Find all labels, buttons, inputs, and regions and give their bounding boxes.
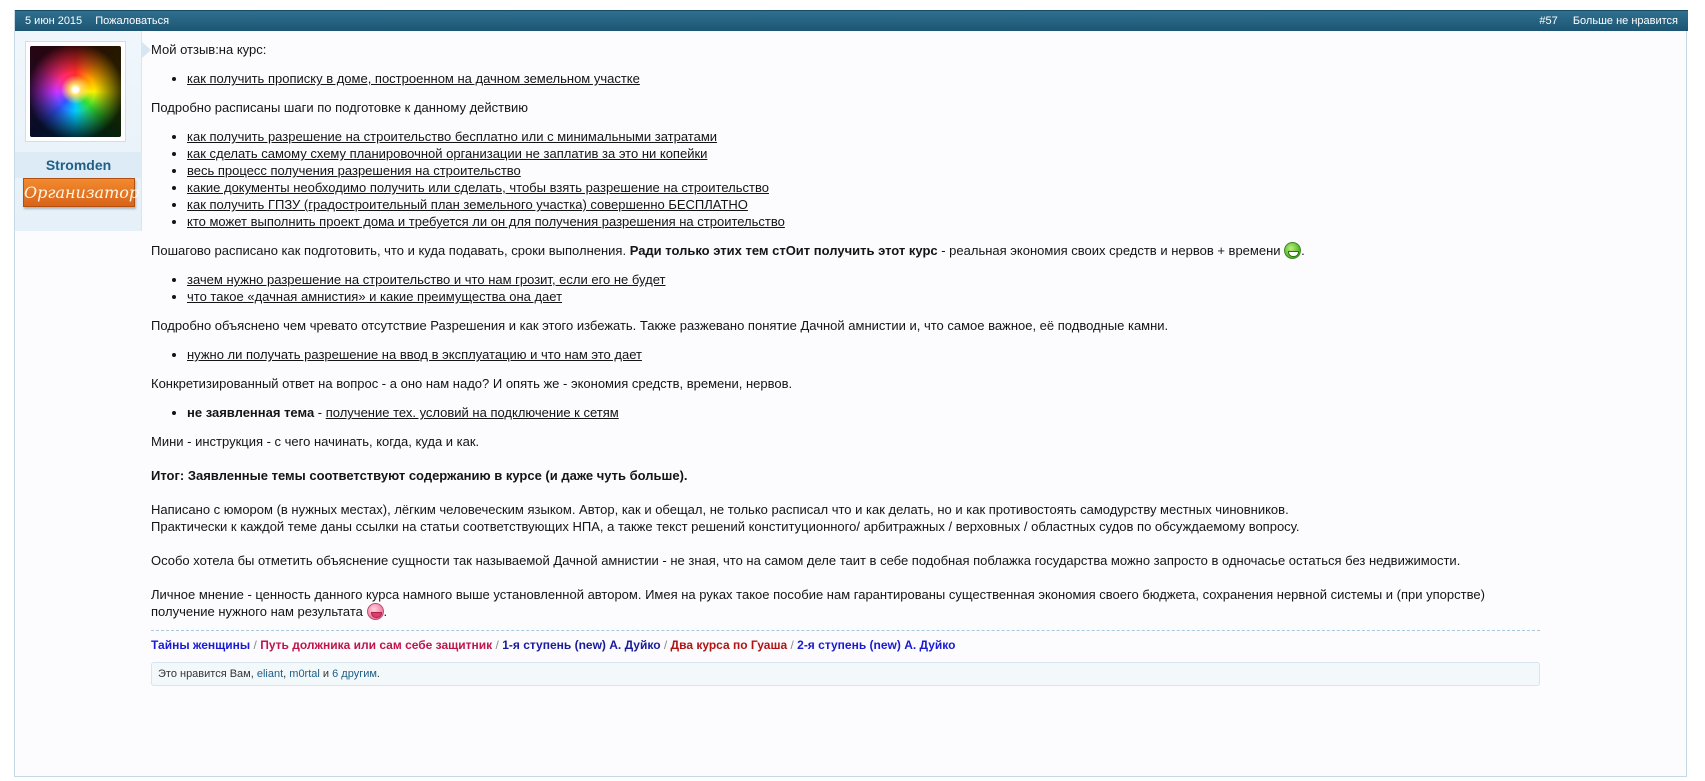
topic-link[interactable]: что такое «дачная амнистия» и какие преимущества она дает — [187, 289, 563, 304]
list-item — [187, 70, 1541, 87]
topic-list-4 — [187, 346, 1541, 363]
intro-text: Мой отзыв:на курс: — [151, 42, 267, 57]
bold-text: Итог — [151, 468, 180, 483]
concrete-text: Конкретизированный ответ на вопрос - а оно нам надо? И опять же - экономия средств, времени, нервов. — [151, 376, 793, 391]
text-span: - — [314, 405, 326, 420]
topic-link[interactable]: весь процесс получения разрешения на строительство — [187, 163, 521, 178]
report-link[interactable]: Пожаловаться — [95, 15, 170, 27]
signature-separator: / — [250, 638, 261, 652]
signature-link[interactable]: Два курса по Гуаша — [670, 638, 788, 652]
text-span: . — [376, 668, 380, 680]
topic-link[interactable]: зачем нужно разрешение на строительство и что нам грозит, если его не будет — [187, 272, 666, 287]
user-info-panel — [15, 31, 142, 231]
text-span: и — [319, 668, 333, 680]
list-item — [187, 196, 1541, 213]
text-span: . — [1301, 243, 1305, 258]
list-item — [187, 179, 1541, 196]
explained-text: Подробно объяснено чем чревато отсутствие Разрешения и как этого избежать. Также разжевано понятие Дачной амнистии и, что самое важное, её подводные камни. — [151, 318, 1169, 333]
humor-text — [151, 501, 1541, 535]
liker-link[interactable]: eliant — [256, 668, 284, 680]
list-item — [187, 128, 1541, 145]
signature-divider — [151, 630, 1540, 631]
bold-text: Ради только этих тем стОит получить этот курс — [629, 243, 938, 258]
text-span: Практически к каждой теме даны ссылки на статьи соответствующих НПА, а также текст решений конституционного/ арбитражных / верховных / областных судов по обсуждаемому вопросу. — [151, 519, 1300, 534]
signature-link[interactable]: 2-я ступень (new) А. Дуйко — [797, 638, 956, 652]
signature-separator: / — [787, 638, 798, 652]
signature-link[interactable]: 1-я ступень (new) А. Дуйко — [502, 638, 661, 652]
text-span: . — [383, 604, 388, 619]
mini-text: Мини - инструкция - с чего начинать, когда, куда и как. — [151, 434, 480, 449]
steps-text: Подробно расписаны шаги по подготовке к данному действию — [151, 100, 529, 115]
topic-link[interactable]: как получить разрешение на строительство бесплатно или с минимальными затратами — [187, 129, 718, 144]
topic-list-1 — [187, 70, 1541, 87]
list-item — [187, 162, 1541, 179]
list-item — [187, 271, 1541, 288]
topic-link[interactable]: нужно ли получать разрешение на ввод в эксплуатацию и что нам это дает — [187, 347, 642, 362]
post-header — [15, 10, 1688, 31]
list-item — [187, 213, 1541, 230]
signature-separator: / — [660, 638, 671, 652]
list-item — [187, 145, 1541, 162]
opinion-text — [151, 586, 1541, 620]
username[interactable]: Stromden — [15, 152, 142, 178]
stepwise-text — [151, 242, 1541, 259]
unlike-link[interactable]: Больше не нравится — [1572, 15, 1678, 27]
user-title-badge: Организатор — [23, 178, 135, 207]
grin-smiley-icon — [1284, 242, 1301, 259]
topic-link[interactable]: кто может выполнить проект дома и требуется ли он для получения разрешения на строительство — [187, 214, 785, 229]
signature-link[interactable]: Тайны женщины — [151, 638, 251, 652]
list-item — [187, 288, 1541, 305]
tongue-smiley-icon — [367, 603, 384, 620]
likes-summary — [151, 662, 1540, 686]
signature-link[interactable]: Путь должника или сам себе защитник — [260, 638, 493, 652]
list-item — [187, 346, 1541, 363]
text-span: - реальная экономия своих средств и нервов + времени — [937, 243, 1285, 258]
bold-text: не заявленная тема — [187, 405, 315, 420]
post-date[interactable]: 5 июн 2015 — [25, 15, 83, 27]
speech-arrow-icon — [142, 42, 151, 58]
topic-link[interactable]: как получить ГПЗУ (градостроительный план земельного участка) совершенно БЕСПЛАТНО — [187, 197, 748, 212]
post-number-link[interactable]: #57 — [1539, 15, 1558, 27]
topic-link[interactable]: какие документы необходимо получить или сделать, чтобы взять разрешение на строительство — [187, 180, 769, 195]
avatar-frame[interactable] — [25, 41, 126, 142]
summary-text — [151, 467, 1541, 484]
likes-prefix: Это нравится Вам, — [158, 668, 257, 680]
post-content — [151, 41, 1541, 632]
text-span: Пошагово расписано как подготовить, что и куда подавать, сроки выполнения. — [151, 243, 630, 258]
topic-link[interactable]: как получить прописку в доме, построенном на дачном земельном участке — [187, 71, 640, 86]
text-span: , — [283, 668, 290, 680]
liker-link[interactable]: m0rtal — [289, 668, 320, 680]
avatar[interactable] — [30, 46, 121, 137]
topic-list-2 — [187, 128, 1541, 230]
signature — [151, 637, 955, 653]
topic-list-5 — [187, 404, 1541, 421]
topic-link[interactable]: получение тех. условий на подключение к сетям — [325, 405, 619, 420]
likes-others-link[interactable]: 6 другим — [332, 668, 377, 680]
text-span: Личное мнение - ценность данного курса намного выше установленной автором. Имея на руках такое пособие нам гарантированы существенная экономия своего бюджета, сохранения нервной системы и (при упорстве) получение нужного нам результата — [151, 587, 1485, 619]
topic-link[interactable]: как сделать самому схему планировочной организации не заплатив за это ни копейки — [187, 146, 708, 161]
bold-text: : Заявленные темы соответствуют содержанию в курсе (и даже чуть больше). — [179, 468, 688, 483]
text-span: Написано с юмором (в нужных местах), лёгким человеческим языком. Автор, как и обещал, не только расписал что и как делать, но и как противостоять самодурству местных чиновников. — [151, 502, 1289, 517]
signature-separator: / — [492, 638, 503, 652]
special-text: Особо хотела бы отметить объяснение сущности так называемой Дачной амнистии - не зная, что на самом деле таит в себе подобная поблажка государства можно запросто в одночасье остаться без недвижимости. — [151, 553, 1461, 568]
topic-list-3 — [187, 271, 1541, 305]
list-item — [187, 404, 1541, 421]
